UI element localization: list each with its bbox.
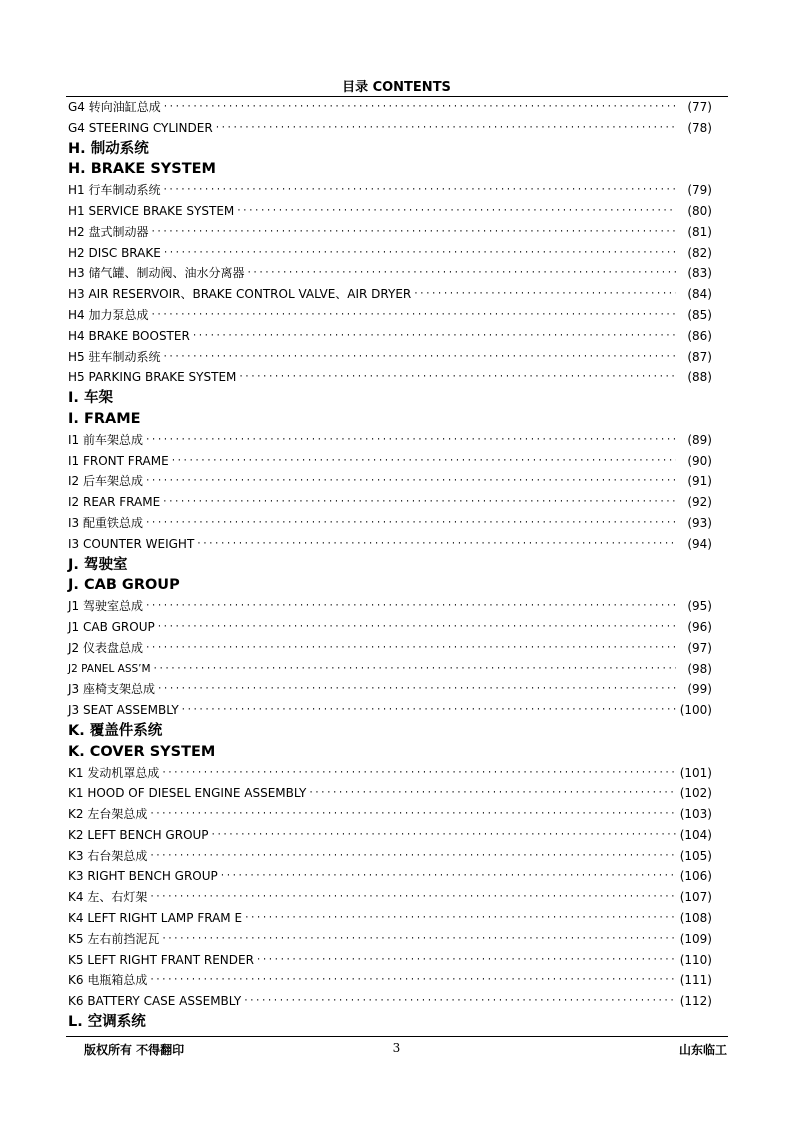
toc-leader-dots [163, 243, 676, 264]
toc-leader-dots [150, 222, 676, 243]
toc-page-number: (84) [687, 287, 712, 302]
toc-page-number: (81) [687, 224, 712, 239]
section-heading-label: L. 空调系统 [68, 1014, 146, 1031]
toc-page-number: (77) [687, 100, 712, 114]
toc-entry-label: J1 CAB GROUP [68, 619, 155, 634]
toc-leader-dots [196, 534, 676, 555]
toc-entry-label: K6 电瓶箱总成 [68, 973, 148, 988]
toc-entry[interactable] [68, 326, 712, 347]
toc-entry-label: K3 右台架总成 [68, 848, 148, 863]
toc-entry[interactable] [68, 846, 712, 867]
toc-leader-dots [145, 638, 676, 659]
toc-leader-dots [220, 866, 676, 887]
toc-entry-label: H2 盘式制动器 [68, 224, 149, 239]
toc-entry-label: G4 STEERING CYLINDER [68, 120, 213, 135]
toc-entry-label: K1 HOOD OF DIESEL ENGINE ASSEMBLY [68, 786, 307, 801]
toc-entry-label: H3 AIR RESERVOIR、BRAKE CONTROL VALVE、AIR DRYER [68, 287, 412, 302]
toc-entry[interactable] [68, 305, 712, 326]
toc-entry[interactable] [68, 638, 712, 659]
toc-page-number: (96) [687, 619, 712, 634]
toc-leader-dots [163, 97, 676, 118]
toc-page-number: (90) [687, 453, 712, 468]
toc-section-heading [68, 139, 712, 160]
toc-leader-dots [157, 679, 676, 700]
toc-entry-label: J2 PANEL ASS’M [68, 662, 151, 675]
toc-entry[interactable] [68, 513, 712, 534]
toc-leader-dots [157, 617, 676, 638]
toc-page-number: (110) [679, 952, 712, 967]
section-heading-label: K. COVER SYSTEM [68, 743, 216, 760]
toc-entry-label: H3 储气罐、制动阀、油水分离器 [68, 266, 245, 281]
toc-page-number: (97) [687, 640, 712, 655]
toc-entry[interactable] [68, 970, 712, 991]
toc-entry[interactable] [68, 430, 712, 451]
toc-page-number: (103) [679, 807, 712, 822]
toc-page-number: (108) [679, 911, 712, 926]
toc-page-number: (109) [679, 931, 712, 946]
toc-leader-dots [161, 763, 676, 784]
section-heading-label: I. FRAME [68, 410, 141, 427]
section-heading-label: H. BRAKE SYSTEM [68, 161, 216, 178]
toc-entry-label: J1 驾驶室总成 [68, 599, 143, 614]
toc-entry[interactable] [68, 492, 712, 513]
toc-leader-dots [215, 118, 676, 139]
toc-entry-label: K4 LEFT RIGHT LAMP FRAM E [68, 911, 243, 926]
toc-entry[interactable] [68, 929, 712, 950]
toc-leader-dots [413, 284, 676, 305]
toc-page-number: (102) [679, 786, 712, 801]
toc-entry[interactable] [68, 700, 712, 721]
toc-entry[interactable] [68, 222, 712, 243]
toc-page-number: (89) [687, 432, 712, 447]
toc-entry-label: I2 REAR FRAME [68, 495, 161, 510]
toc-leader-dots [149, 846, 676, 867]
toc-entry[interactable] [68, 659, 712, 680]
toc-leader-dots [244, 908, 676, 929]
toc-entry-label: H2 DISC BRAKE [68, 245, 161, 260]
toc-entry-label: J2 仪表盘总成 [68, 640, 143, 655]
toc-leader-dots [162, 492, 676, 513]
footer-company: 山东临工 [678, 1043, 727, 1057]
toc-entry[interactable] [68, 866, 712, 887]
toc-entry[interactable] [68, 451, 712, 472]
toc-section-heading [68, 159, 712, 180]
toc-page-number: (112) [679, 994, 712, 1009]
section-heading-label: J. 驾驶室 [68, 556, 128, 573]
toc-section-heading [68, 388, 712, 409]
toc-entry[interactable] [68, 284, 712, 305]
toc-page-number: (111) [679, 973, 712, 988]
toc-page-number: (104) [679, 827, 712, 842]
toc-leader-dots [256, 950, 676, 971]
toc-entry-label: J3 座椅支架总成 [68, 682, 155, 697]
footer-divider [66, 1036, 728, 1037]
toc-leader-dots [145, 513, 676, 534]
toc-page-number: (79) [687, 183, 712, 198]
toc-entry[interactable] [68, 201, 712, 222]
toc-page-number: (78) [687, 120, 712, 135]
toc-section-heading [68, 1012, 712, 1033]
toc-page-number: (98) [687, 661, 712, 676]
toc-page-number: (82) [687, 245, 712, 260]
toc-page-number: (87) [687, 349, 712, 364]
toc-entry[interactable] [68, 471, 712, 492]
toc-page-number: (105) [679, 848, 712, 863]
toc-page-number: (91) [687, 474, 712, 489]
toc-entry[interactable] [68, 596, 712, 617]
toc-leader-dots [153, 659, 676, 680]
toc-entry-label: K6 BATTERY CASE ASSEMBLY [68, 994, 242, 1009]
toc-leader-dots [145, 471, 676, 492]
section-heading-label: I. 车架 [68, 390, 113, 407]
toc-leader-dots [192, 326, 676, 347]
toc-entry[interactable] [68, 617, 712, 638]
toc-page-number: (83) [687, 266, 712, 281]
toc-entry-label: K2 LEFT BENCH GROUP [68, 827, 209, 842]
toc-page-number: (85) [687, 307, 712, 322]
toc-entry-label: H5 PARKING BRAKE SYSTEM [68, 370, 237, 385]
toc-entry[interactable] [68, 180, 712, 201]
toc-entry[interactable] [68, 534, 712, 555]
toc-page-number: (107) [679, 890, 712, 905]
toc-page-number: (100) [679, 703, 712, 718]
toc-entry[interactable] [68, 263, 712, 284]
toc-page-number: (93) [687, 515, 712, 530]
toc-entry[interactable] [68, 118, 712, 139]
toc-entry-label: G4 转向油缸总成 [68, 100, 161, 114]
toc-leader-dots [308, 783, 676, 804]
toc-entry-label: H5 驻车制动系统 [68, 349, 161, 364]
toc-leader-dots [211, 825, 676, 846]
toc-entry-label: I1 FRONT FRAME [68, 453, 169, 468]
toc-entry[interactable] [68, 908, 712, 929]
toc-entry-label: K1 发动机罩总成 [68, 765, 160, 780]
toc-page-number: (95) [687, 599, 712, 614]
toc-leader-dots [145, 596, 676, 617]
toc-entry-label: K5 LEFT RIGHT FRANT RENDER [68, 952, 254, 967]
toc-leader-dots [145, 430, 676, 451]
toc-leader-dots [236, 201, 676, 222]
toc-entry-label: I3 配重铁总成 [68, 515, 143, 530]
toc-section-heading [68, 742, 712, 763]
toc-entry[interactable] [68, 804, 712, 825]
toc-leader-dots [238, 367, 676, 388]
toc-leader-dots [162, 180, 676, 201]
toc-leader-dots [149, 970, 676, 991]
toc-section-heading [68, 575, 712, 596]
toc-entry[interactable] [68, 783, 712, 804]
toc-page-number: (94) [687, 536, 712, 551]
toc-entry-label: H4 BRAKE BOOSTER [68, 328, 190, 343]
toc-page-number: (92) [687, 495, 712, 510]
toc-entry[interactable] [68, 367, 712, 388]
toc-entry-label: K4 左、右灯架 [68, 890, 148, 905]
toc-entry-label: K2 左台架总成 [68, 807, 148, 822]
section-heading-label: K. 覆盖件系统 [68, 722, 163, 739]
toc-section-heading [68, 555, 712, 576]
toc-entry[interactable] [68, 679, 712, 700]
footer-page-number: 3 [392, 1041, 401, 1055]
toc-entry-label: I1 前车架总成 [68, 432, 143, 447]
toc-leader-dots [150, 305, 676, 326]
toc-page-number: (86) [687, 328, 712, 343]
toc-section-heading [68, 721, 712, 742]
toc-entry-label: H4 加力泵总成 [68, 307, 149, 322]
toc-entry[interactable] [68, 950, 712, 971]
toc-entry[interactable] [68, 347, 712, 368]
toc-entry-label: H1 行车制动系统 [68, 183, 161, 198]
page-title: 目录 CONTENTS [342, 80, 451, 95]
toc-entry[interactable] [68, 243, 712, 264]
toc-page-number: (88) [687, 370, 712, 385]
toc-leader-dots [162, 347, 676, 368]
toc-page-number: (106) [679, 869, 712, 884]
toc-leader-dots [161, 929, 676, 950]
toc-leader-dots [246, 263, 676, 284]
toc-entry-label: I2 后车架总成 [68, 474, 143, 489]
table-of-contents [68, 97, 712, 1033]
toc-page-number: (101) [679, 765, 712, 780]
toc-entry[interactable] [68, 97, 712, 118]
toc-leader-dots [171, 451, 676, 472]
toc-leader-dots [181, 700, 676, 721]
toc-leader-dots [243, 991, 676, 1012]
toc-entry-label: K5 左右前挡泥瓦 [68, 931, 160, 946]
toc-entry-label: K3 RIGHT BENCH GROUP [68, 869, 218, 884]
toc-leader-dots [149, 804, 676, 825]
toc-entry-label: J3 SEAT ASSEMBLY [68, 703, 179, 718]
section-heading-label: J. CAB GROUP [68, 577, 180, 594]
toc-entry-label: I3 COUNTER WEIGHT [68, 536, 195, 551]
toc-page-number: (80) [687, 203, 712, 218]
section-heading-label: H. 制动系统 [68, 140, 149, 157]
footer-copyright: 版权所有 不得翻印 [84, 1043, 185, 1057]
toc-entry[interactable] [68, 763, 712, 784]
toc-entry-label: H1 SERVICE BRAKE SYSTEM [68, 203, 235, 218]
toc-entry[interactable] [68, 825, 712, 846]
toc-entry[interactable] [68, 991, 712, 1012]
toc-section-heading [68, 409, 712, 430]
toc-entry[interactable] [68, 887, 712, 908]
toc-page-number: (99) [687, 682, 712, 697]
toc-leader-dots [149, 887, 676, 908]
